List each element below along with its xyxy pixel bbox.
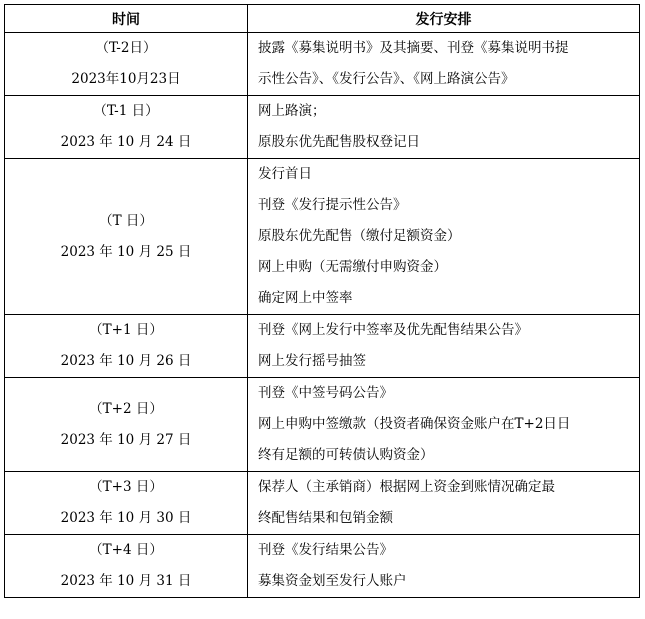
date-label: 2023 年 10 月 25 日 (60, 243, 192, 260)
arrangement-item: 网上申购（无需缴付申购资金） (258, 259, 447, 275)
trading-day-label: （T 日） (99, 212, 153, 229)
table-row (5, 159, 640, 315)
date-label: 2023 年 10 月 30 日 (60, 510, 192, 526)
table-row (5, 535, 640, 598)
table-row (5, 378, 640, 472)
trading-day-label: （T+3 日） (89, 479, 163, 495)
arrangement-cell (248, 96, 640, 159)
arrangement-cell (248, 378, 640, 472)
header-time: 时间 (5, 5, 248, 33)
table-row (5, 315, 640, 378)
arrangement-item: 刊登《发行结果公告》 (258, 542, 393, 558)
arrangement-item: 终配售结果和包销金额 (258, 510, 393, 526)
trading-day-label: （T+2 日） (89, 400, 163, 417)
date-label: 2023 年 10 月 31 日 (60, 573, 192, 589)
arrangement-item: 示性公告》、《发行公告》、《网上路演公告》 (258, 71, 515, 87)
arrangement-cell (248, 535, 640, 598)
time-cell (5, 159, 248, 315)
arrangement-item: 网上申购中签缴款（投资者确保资金账户在T+2日日 (258, 416, 571, 432)
arrangement-item: 终有足额的可转债认购资金） (258, 447, 434, 463)
table-row (5, 33, 640, 96)
trading-day-label: （T-2日） (95, 40, 157, 56)
time-cell (5, 378, 248, 472)
date-label: 2023 年 10 月 27 日 (60, 431, 192, 448)
arrangement-cell (248, 472, 640, 535)
arrangement-cell (248, 315, 640, 378)
trading-day-label: （T+4 日） (89, 542, 163, 558)
arrangement-item: 刊登《中签号码公告》 (258, 385, 393, 401)
table-row (5, 96, 640, 159)
table-row (5, 472, 640, 535)
time-cell (5, 535, 248, 598)
arrangement-item: 原股东优先配售（缴付足额资金） (258, 228, 461, 244)
arrangement-item: 保荐人（主承销商）根据网上资金到账情况确定最 (258, 479, 555, 495)
schedule-body (5, 33, 640, 598)
trading-day-label: （T+1 日） (89, 322, 163, 338)
arrangement-item: 刊登《发行提示性公告》 (258, 197, 407, 213)
arrangement-item: 刊登《网上发行中签率及优先配售结果公告》 (258, 322, 528, 338)
time-cell (5, 315, 248, 378)
arrangement-item: 披露《募集说明书》及其摘要、刊登《募集说明书提 (258, 40, 569, 56)
time-cell (5, 96, 248, 159)
arrangement-item: 网上发行摇号抽签 (258, 353, 366, 369)
time-cell (5, 33, 248, 96)
arrangement-item: 原股东优先配售股权登记日 (258, 134, 420, 150)
arrangement-cell (248, 159, 640, 315)
arrangement-cell (248, 33, 640, 96)
issuance-schedule-table (4, 4, 640, 598)
header-arrangement: 发行安排 (248, 5, 640, 33)
arrangement-item: 募集资金划至发行人账户 (258, 573, 407, 589)
date-label: 2023 年 10 月 26 日 (60, 353, 192, 369)
table-header-row (5, 5, 640, 33)
trading-day-label: （T-1 日） (93, 103, 159, 119)
time-cell (5, 472, 248, 535)
date-label: 2023年10月23日 (71, 71, 181, 87)
arrangement-item: 网上路演； (258, 103, 326, 119)
arrangement-item: 发行首日 (258, 166, 312, 182)
date-label: 2023 年 10 月 24 日 (60, 134, 192, 150)
arrangement-item: 确定网上中签率 (258, 290, 353, 306)
